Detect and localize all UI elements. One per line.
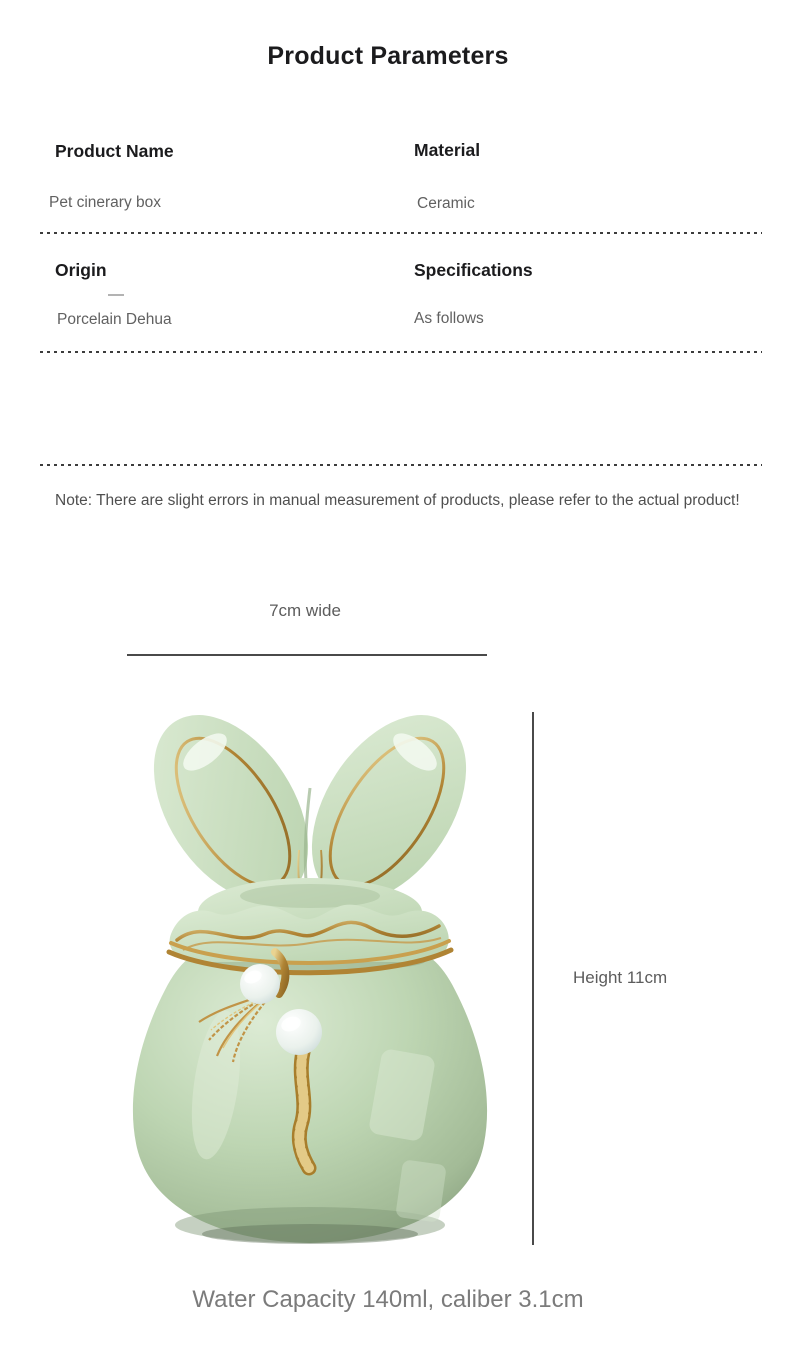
param-label-specifications: Specifications — [414, 260, 533, 280]
width-dimension-label: 7cm wide — [269, 601, 341, 620]
height-dimension-line — [532, 712, 534, 1245]
width-dimension-line — [127, 654, 487, 656]
divider-dotted-2 — [40, 351, 762, 353]
capacity-caption: Water Capacity 140ml, caliber 3.1cm — [192, 1286, 584, 1313]
param-value-product-name: Pet cinerary box — [49, 194, 161, 211]
param-label-material: Material — [414, 140, 481, 160]
measurement-note: Note: There are slight errors in manual measurement of products, please refer to the actual product! — [55, 492, 740, 509]
height-dimension-label: Height 11cm — [573, 968, 668, 987]
gold-braid-tassel — [299, 1052, 309, 1168]
param-label-product-name: Product Name — [55, 141, 174, 161]
param-value-material: Ceramic — [417, 195, 475, 212]
param-label-origin: Origin — [55, 260, 107, 280]
param-value-origin: Porcelain Dehua — [57, 311, 172, 328]
product-image-pet-urn — [113, 700, 508, 1258]
page-title: Product Parameters — [267, 42, 509, 70]
artifact-dash — [108, 294, 124, 296]
divider-dotted-3 — [40, 464, 762, 466]
divider-dotted-1 — [40, 232, 762, 234]
param-value-specifications: As follows — [414, 310, 484, 327]
